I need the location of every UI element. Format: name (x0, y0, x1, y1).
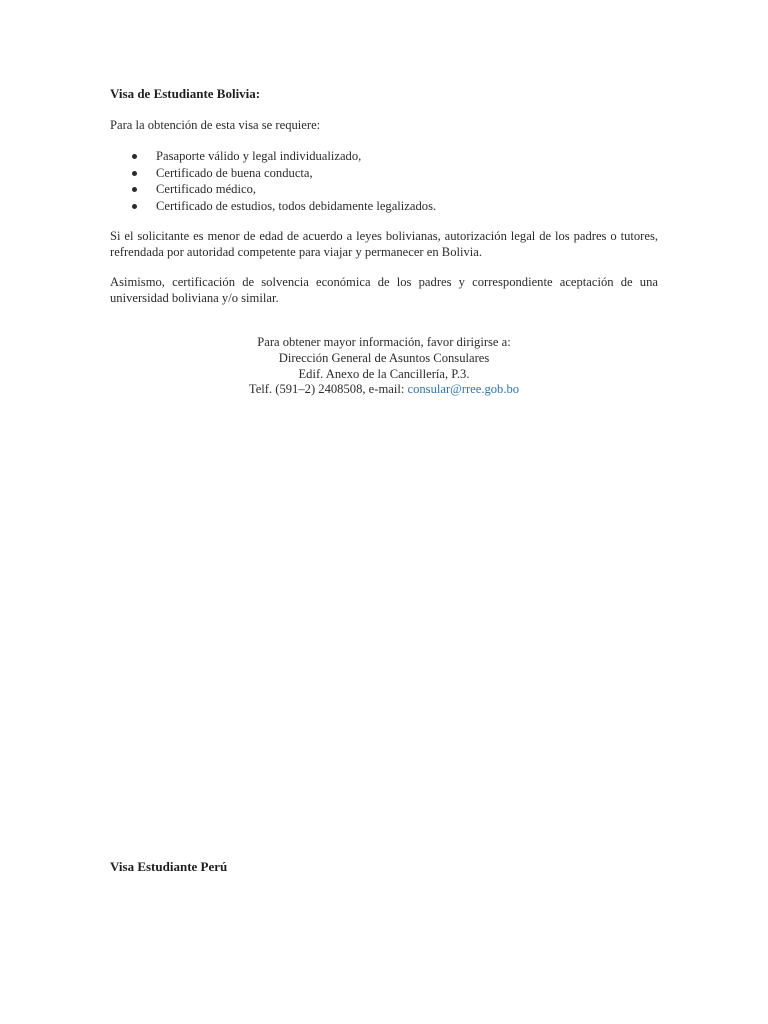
list-item (110, 148, 436, 165)
requirements-list (110, 148, 436, 214)
list-item-text: Pasaporte válido y legal individualizado, (156, 149, 362, 163)
intro-paragraph: Para la obtención de esta visa se requiere: (110, 118, 321, 132)
contact-block (110, 335, 658, 398)
minor-requirements-paragraph: Si el solicitante es menor de edad de acuerdo a leyes bolivianas, autorización legal de los padres o tutores, refrendada por autoridad competente para viajar y permanecer en Bolivia. (110, 229, 658, 259)
list-item (110, 181, 436, 198)
contact-line-address: Edif. Anexo de la Cancillería, P.3. (298, 366, 470, 381)
list-item-text: Certificado de buena conducta, (156, 165, 313, 180)
list-item (110, 165, 436, 182)
bullet-icon (132, 154, 137, 159)
contact-line-info: Para obtener mayor información, favor dirigirse a: (257, 335, 511, 349)
email-link[interactable]: consular@rree.gob.bo (407, 382, 520, 397)
phone-text: Telf. (591–2) 2408508, e-mail: (248, 382, 408, 397)
list-item-text: Certificado médico, (156, 182, 257, 196)
bullet-icon (132, 187, 137, 192)
list-item (110, 198, 436, 215)
bullet-icon (132, 171, 137, 176)
section-title-peru: Visa Estudiante Perú (110, 859, 228, 874)
bullet-icon (132, 204, 137, 209)
list-item-text: Certificado de estudios, todos debidamente legalizados. (156, 198, 437, 213)
solvency-paragraph: Asimismo, certificación de solvencia económica de los padres y correspondiente aceptación de una universidad boliviana y/o similar. (110, 275, 658, 305)
contact-line-office: Dirección General de Asuntos Consulares (278, 350, 490, 365)
contact-line-phone (110, 382, 658, 398)
section-title-bolivia: Visa de Estudiante Bolivia: (110, 86, 261, 101)
